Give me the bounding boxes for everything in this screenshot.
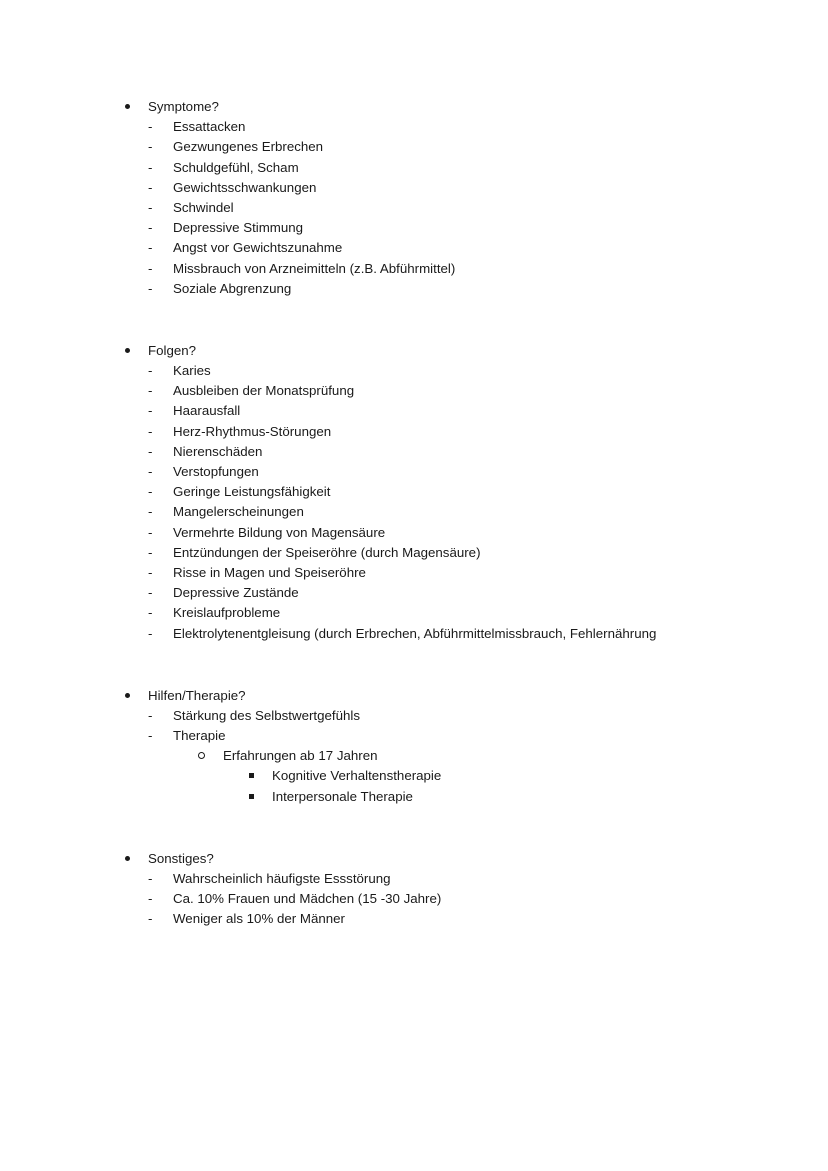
list-item-text: Missbrauch von Arzneimitteln (z.B. Abführmittel)	[173, 260, 456, 276]
section-folgen	[0, 341, 828, 644]
list-item	[0, 117, 828, 137]
list-item-text: Geringe Leistungsfähigkeit	[173, 484, 331, 500]
sub-sub-list-item-text: Interpersonale Therapie	[272, 788, 413, 804]
bullet-icon	[122, 686, 132, 706]
sub-list-item	[0, 746, 828, 766]
section-hilfen-therapie	[0, 686, 828, 807]
list-item	[0, 279, 828, 299]
list-item-text: Ausbleiben der Monatsprüfung	[173, 383, 355, 399]
list-item	[0, 603, 828, 623]
dash-marker: -	[148, 199, 153, 215]
list-item-text: Risse in Magen und Speiseröhre	[173, 564, 366, 580]
list-item	[0, 624, 828, 644]
square-bullet-icon	[246, 787, 256, 807]
list-item-text: Wahrscheinlich häufigste Essstörung	[173, 871, 391, 886]
dash-marker: -	[148, 220, 153, 236]
list-item-text: Nierenschäden	[173, 443, 263, 459]
dash-marker: -	[148, 625, 153, 641]
list-item	[0, 869, 828, 889]
list-item-text: Mangelerscheinungen	[173, 504, 304, 520]
section-heading-row	[0, 686, 828, 706]
list-item-text: Gezwungenes Erbrechen	[173, 139, 324, 155]
dash-marker: -	[148, 564, 153, 580]
list-item	[0, 523, 828, 543]
bullet-icon	[122, 849, 132, 869]
circle-bullet-icon	[196, 746, 206, 766]
dash-marker: -	[148, 363, 153, 379]
list-item-text: Haarausfall	[173, 403, 241, 419]
dash-marker: -	[148, 159, 153, 175]
section-heading-row	[0, 97, 828, 117]
list-item	[0, 259, 828, 279]
bullet-icon	[122, 97, 132, 117]
list-item	[0, 361, 828, 381]
list-item-text: Herz-Rhythmus-Störungen	[173, 423, 332, 439]
sub-sub-list-item	[0, 787, 828, 807]
list-item-text: Vermehrte Bildung von Magensäure	[173, 524, 386, 540]
dash-marker: -	[148, 260, 153, 276]
list-item	[0, 583, 828, 603]
list-item	[0, 563, 828, 583]
section-symptome	[0, 97, 828, 299]
square-bullet-icon	[246, 766, 256, 786]
list-item-text: Soziale Abgrenzung	[173, 280, 292, 296]
section-heading: Sonstiges?	[148, 850, 214, 866]
dash-marker: -	[148, 139, 153, 155]
dash-marker: -	[148, 423, 153, 439]
dash-marker: -	[148, 119, 153, 135]
list-item-text: Depressive Stimmung	[173, 220, 304, 236]
section-heading: Hilfen/Therapie?	[148, 687, 246, 703]
list-item-text: Ca. 10% Frauen und Mädchen (15 -30 Jahre)	[173, 891, 442, 907]
list-item	[0, 198, 828, 218]
list-item	[0, 442, 828, 462]
dash-marker: -	[148, 707, 153, 723]
list-item-text: Therapie	[173, 728, 226, 744]
list-item	[0, 909, 828, 929]
list-item-text: Schwindel	[173, 199, 234, 215]
dash-marker: -	[148, 383, 153, 399]
list-item-text: Weniger als 10% der Männer	[173, 911, 345, 927]
dash-marker: -	[148, 585, 153, 601]
sub-sub-list-item-text: Kognitive Verhaltenstherapie	[272, 768, 442, 784]
dash-marker: -	[148, 240, 153, 256]
list-item-text: Entzündungen der Speiseröhre (durch Magensäure)	[173, 544, 481, 560]
dash-marker: -	[148, 403, 153, 419]
dash-marker: -	[148, 443, 153, 459]
list-item	[0, 482, 828, 502]
dash-marker: -	[148, 504, 153, 520]
dash-marker: -	[148, 871, 153, 886]
list-item-text: Stärkung des Selbstwertgefühls	[173, 707, 361, 723]
list-item-text: Schuldgefühl, Scham	[173, 159, 299, 175]
sub-list-item-text: Erfahrungen ab 17 Jahren	[223, 748, 378, 764]
list-item	[0, 706, 828, 726]
list-item	[0, 178, 828, 198]
list-item	[0, 726, 828, 746]
dash-marker: -	[148, 464, 153, 479]
list-item	[0, 543, 828, 563]
list-item-text: Kreislaufprobleme	[173, 605, 281, 621]
list-item	[0, 137, 828, 157]
list-item-text: Karies	[173, 363, 211, 379]
list-item-text: Depressive Zustände	[173, 585, 299, 601]
dash-marker: -	[148, 280, 153, 296]
list-item	[0, 238, 828, 258]
dash-marker: -	[148, 728, 153, 744]
list-item	[0, 502, 828, 522]
list-item	[0, 381, 828, 401]
bullet-icon	[122, 341, 132, 361]
list-item	[0, 422, 828, 442]
dash-marker: -	[148, 524, 153, 540]
dash-marker: -	[148, 484, 153, 500]
sub-sub-list-item	[0, 766, 828, 786]
list-item-text: Gewichtsschwankungen	[173, 179, 317, 195]
list-item	[0, 462, 828, 482]
list-item	[0, 401, 828, 421]
section-heading-row	[0, 341, 828, 361]
list-item-text: Verstopfungen	[173, 464, 259, 479]
list-item-text: Angst vor Gewichtszunahme	[173, 240, 343, 256]
dash-marker: -	[148, 605, 153, 621]
list-item-text: Elektrolytenentgleisung (durch Erbrechen, Abführmittelmissbrauch, Fehlernährung	[173, 625, 657, 641]
section-heading-row	[0, 849, 828, 869]
list-item	[0, 218, 828, 238]
list-item	[0, 889, 828, 909]
dash-marker: -	[148, 891, 153, 907]
dash-marker: -	[148, 544, 153, 560]
section-heading: Symptome?	[148, 99, 219, 114]
document-content	[0, 97, 828, 972]
list-item-text: Essattacken	[173, 119, 246, 135]
dash-marker: -	[148, 179, 153, 195]
dash-marker: -	[148, 911, 153, 927]
list-item	[0, 158, 828, 178]
section-sonstiges	[0, 849, 828, 930]
section-heading: Folgen?	[148, 342, 197, 358]
